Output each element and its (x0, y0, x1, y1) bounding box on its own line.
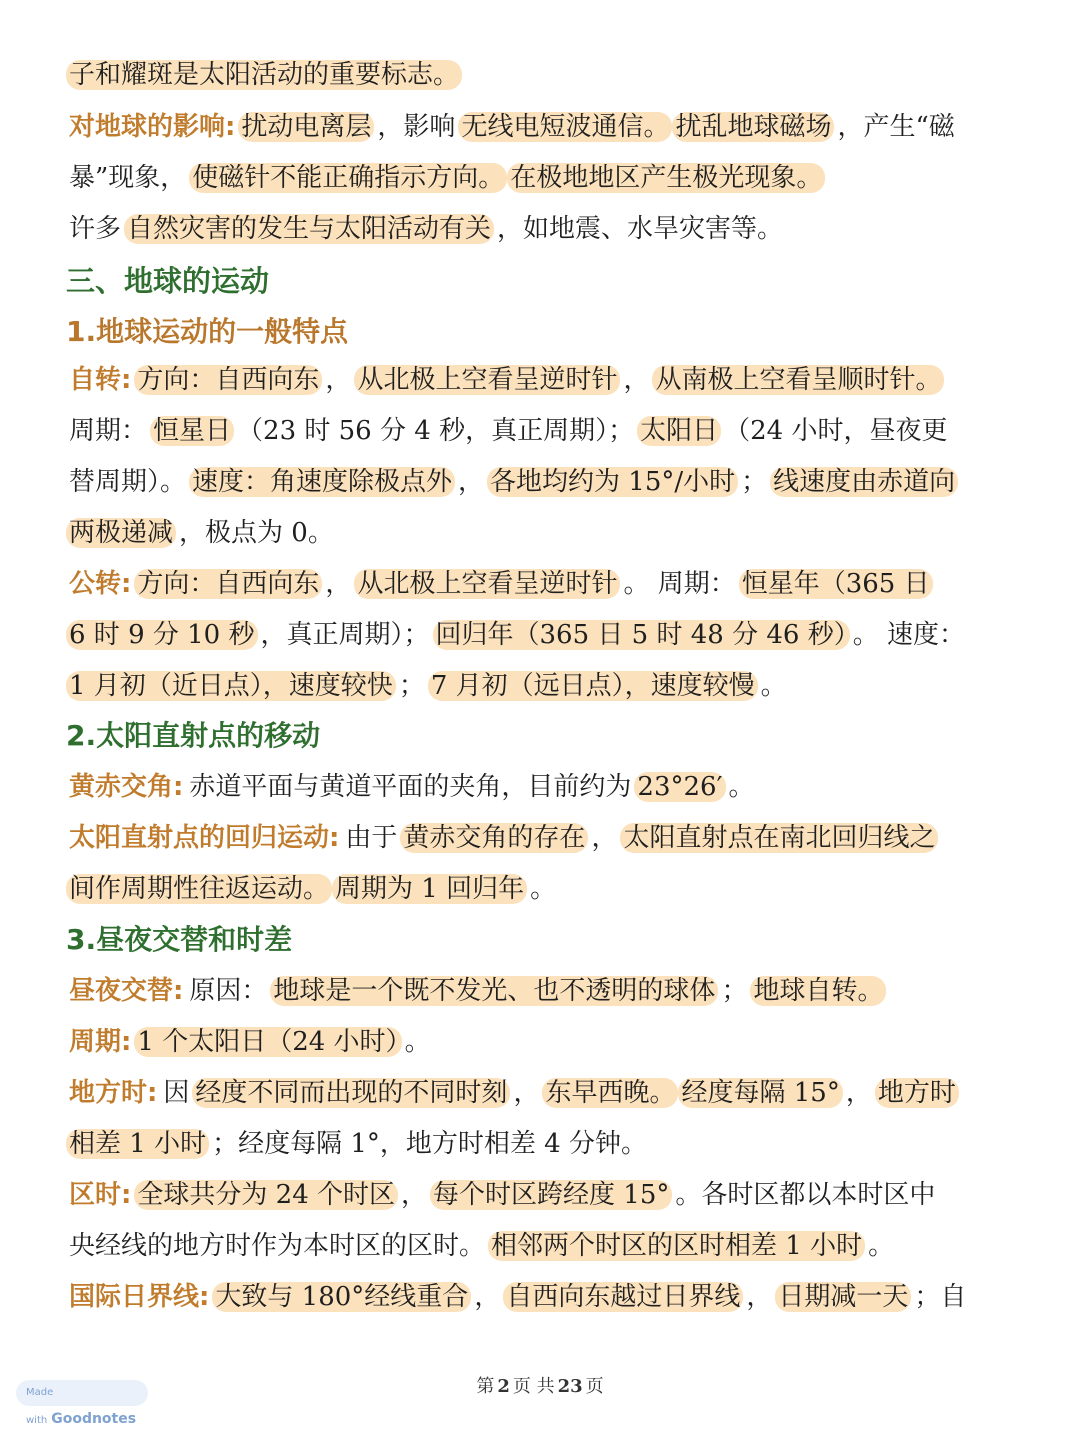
highlighted-text: 在极地地区产生极光现象。 (507, 163, 825, 193)
plain-text: 因 (163, 1078, 190, 1108)
plain-text: ，真正周期）； (260, 620, 430, 650)
highlighted-text: 两极递减 (66, 518, 176, 548)
line-label: 太阳直射点的回归运动: (69, 823, 340, 853)
plain-text: 替周期）。 (69, 467, 187, 497)
plain-text: 。 (530, 874, 557, 904)
highlighted-text: 太阳日 (637, 416, 721, 446)
highlighted-text: 东早西晚。 (542, 1078, 678, 1108)
plain-text: （23 时 56 分 4 秒，真正周期）； (237, 416, 635, 446)
line-label: 对地球的影响: (69, 112, 236, 142)
highlighted-text: 全球共分为 24 个时区 (134, 1180, 398, 1210)
text-line-15 (66, 974, 1026, 1010)
text-line-3 (66, 161, 1026, 197)
plain-text: ，产生“磁 (837, 112, 955, 142)
highlighted-text: 恒星年（365 日 (739, 569, 933, 599)
subheading-day-night: 3.昼夜交替和时差 (66, 923, 293, 956)
subheading-direct-point: 2.太阳直射点的移动 (66, 719, 321, 752)
highlighted-text: 扰动电离层 (238, 112, 374, 142)
text-line-19 (66, 1178, 1026, 1214)
highlighted-text: 相邻两个时区的区时相差 1 小时 (488, 1231, 865, 1261)
highlighted-text: 1 月初（近日点），速度较快 (66, 671, 396, 701)
text-line-12 (66, 770, 1026, 806)
highlighted-text: 日期减一天 (775, 1282, 911, 1312)
highlighted-text: 经度不同而出现的不同时刻 (192, 1078, 510, 1108)
highlighted-text: 1 个太阳日（24 小时） (134, 1027, 401, 1057)
highlighted-text: 间作周期性往返运动。 (66, 874, 332, 904)
plain-text: （24 小时，昼夜更 (724, 416, 948, 446)
plain-text: ，影响 (377, 112, 456, 142)
plain-text: 。 (404, 1027, 431, 1057)
text-line-21 (66, 1280, 1026, 1316)
text-line-18 (66, 1127, 1026, 1163)
highlighted-text: 自西向东越过日界线 (503, 1282, 743, 1312)
plain-text: 。 (760, 671, 787, 701)
plain-text: 。 (728, 772, 755, 802)
plain-text: 。 (868, 1231, 895, 1261)
line-label: 周期: (69, 1027, 132, 1057)
plain-text: ，如地震、水旱灾害等。 (497, 214, 784, 244)
line-label: 昼夜交替: (69, 976, 184, 1006)
plain-text: ； (721, 976, 748, 1006)
highlighted-text: 恒星日 (150, 416, 234, 446)
text-line-16 (66, 1025, 1026, 1061)
line-label: 区时: (69, 1180, 132, 1210)
highlighted-text: 无线电短波通信。 (458, 112, 672, 142)
highlighted-text: 子和耀斑是太阳活动的重要标志。 (66, 60, 462, 90)
plain-text: 周期： (69, 416, 148, 446)
plain-text: 由于 (345, 823, 398, 853)
line-label: 地方时: (69, 1078, 158, 1108)
line-label: 公转: (69, 569, 132, 599)
plain-text: ， (325, 569, 352, 599)
highlighted-text: 相差 1 小时 (66, 1129, 209, 1159)
plain-text: 暴”现象， (69, 163, 187, 193)
plain-text: 赤道平面与黄道平面的夹角，目前约为 (189, 772, 632, 802)
highlighted-text: 回归年（365 日 5 时 48 分 46 秒） (433, 620, 850, 650)
line-label: 自转: (69, 365, 132, 395)
plain-text: ，极点为 0。 (179, 518, 334, 548)
line-label: 国际日界线: (69, 1282, 210, 1312)
plain-text: 。 速度： (852, 620, 965, 650)
highlighted-text: 地方时 (875, 1078, 959, 1108)
text-line-11 (66, 669, 1026, 705)
footer-suffix: 页 (585, 1376, 604, 1397)
badge-brand-text: Goodnotes (51, 1411, 137, 1427)
plain-text: ； (398, 671, 425, 701)
plain-text: 。 周期： (623, 569, 736, 599)
footer-prefix: 第 (476, 1376, 495, 1397)
plain-text: ， (746, 1282, 773, 1312)
text-line-10 (66, 618, 1026, 654)
highlighted-text: 黄赤交角的存在 (400, 823, 588, 853)
footer-middle: 页 共 (512, 1376, 555, 1397)
plain-text: ， (458, 467, 485, 497)
plain-text: ； (741, 467, 768, 497)
highlighted-text: 周期为 1 回归年 (332, 874, 527, 904)
section-heading-earth-motion: 三、地球的运动 (66, 264, 270, 298)
highlighted-text: 自然灾害的发生与太阳活动有关 (124, 214, 494, 244)
badge-small-text: Made with (26, 1387, 54, 1426)
text-line-13 (66, 821, 1026, 857)
goodnotes-badge (16, 1380, 148, 1427)
text-line-7 (66, 465, 1026, 501)
highlighted-text: 大致与 180°经线重合 (212, 1282, 471, 1312)
plain-text: ；经度每隔 1°，地方时相差 4 分钟。 (212, 1129, 647, 1159)
highlighted-text: 扰乱地球磁场 (672, 112, 834, 142)
plain-text: ， (623, 365, 650, 395)
highlighted-text: 23°26′ (634, 772, 725, 802)
highlighted-text: 7 月初（远日点），速度较慢 (428, 671, 758, 701)
text-line-9 (66, 567, 1026, 603)
plain-text: ， (513, 1078, 540, 1108)
highlighted-text: 6 时 9 分 10 秒 (66, 620, 258, 650)
plain-text: ， (845, 1078, 872, 1108)
plain-text: ；自 (914, 1282, 967, 1312)
text-line-5 (66, 363, 1026, 399)
highlighted-text: 地球是一个既不发光、也不透明的球体 (270, 976, 718, 1006)
text-line-14 (66, 872, 1026, 908)
text-line-20 (66, 1229, 1026, 1265)
text-line-2 (66, 110, 1026, 146)
highlighted-text: 线速度由赤道向 (770, 467, 958, 497)
highlighted-text: 方向：自西向东 (134, 365, 322, 395)
highlighted-text: 从南极上空看呈顺时针。 (652, 365, 944, 395)
highlighted-text: 各地均约为 15°/小时 (487, 467, 738, 497)
highlighted-text: 地球自转。 (750, 976, 886, 1006)
highlighted-text: 使磁针不能正确指示方向。 (189, 163, 507, 193)
plain-text: 。各时区都以本时区中 (675, 1180, 936, 1210)
plain-text: 央经线的地方时作为本时区的区时。 (69, 1231, 486, 1261)
footer-page-number: 2 (497, 1376, 510, 1397)
plain-text: ， (325, 365, 352, 395)
plain-text: 许多 (69, 214, 122, 244)
highlighted-text: 速度：角速度除极点外 (189, 467, 455, 497)
text-line-8 (66, 516, 1026, 552)
text-line-6 (66, 414, 1026, 450)
text-line-1 (66, 58, 1026, 94)
plain-text: ， (591, 823, 618, 853)
highlighted-text: 从北极上空看呈逆时针 (354, 569, 620, 599)
page-footer (0, 1372, 1080, 1398)
footer-total-pages: 23 (557, 1376, 583, 1397)
highlighted-text: 经度每隔 15° (678, 1078, 842, 1108)
highlighted-text: 每个时区跨经度 15° (430, 1180, 672, 1210)
highlighted-text: 方向：自西向东 (134, 569, 322, 599)
text-line-17 (66, 1076, 1026, 1112)
text-line-4 (66, 212, 1026, 248)
plain-text: ， (401, 1180, 428, 1210)
highlighted-text: 从北极上空看呈逆时针 (354, 365, 620, 395)
line-label: 黄赤交角: (69, 772, 184, 802)
plain-text: 原因： (189, 976, 268, 1006)
subheading-general-features: 1.地球运动的一般特点 (66, 315, 349, 348)
highlighted-text: 太阳直射点在南北回归线之 (620, 823, 938, 853)
plain-text: ， (474, 1282, 501, 1312)
